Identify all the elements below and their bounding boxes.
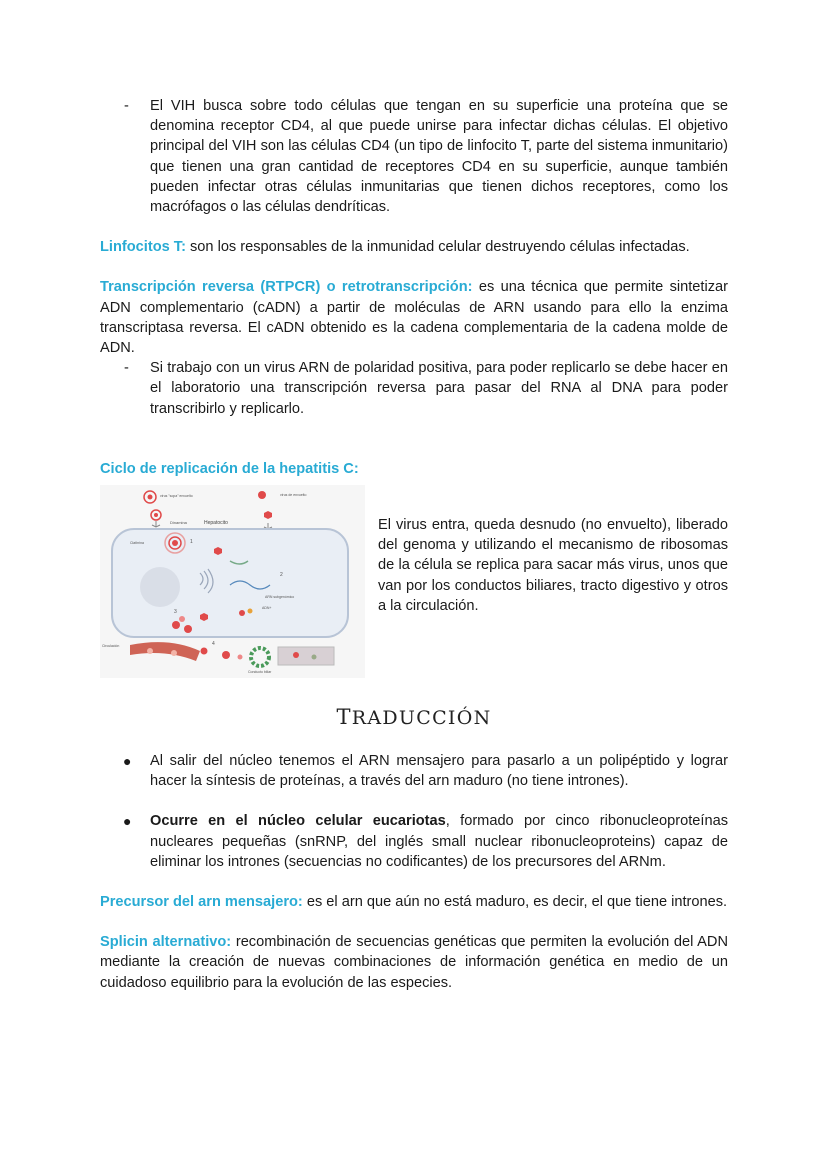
label-adn: ADN+: [262, 606, 272, 611]
traduccion-bullet-2-bold: Ocurre en el núcleo celular eucariotas: [150, 813, 446, 830]
splicin-paragraph: [100, 932, 728, 993]
label-step-2: 2: [280, 572, 283, 579]
traduccion-bullet-2-text: , formado por cinco ribonucleoproteínas nucleares pequeñas (snRNP, del inglés small nuclear ribonucleoproteins) capaz de eliminar los intrones (secuencias no codificantes) de los precursores del ARNm.: [150, 813, 728, 870]
label-arn: ARN subgenómico: [265, 595, 295, 600]
transcripcion-term: Transcripción reversa (RTPCR) o retrotranscripción:: [100, 279, 473, 296]
linfocitos-text: son los responsables de la inmunidad celular destruyendo células infectadas.: [185, 239, 690, 256]
document-page: [100, 96, 728, 993]
label-clathrin: Clathrina: [130, 541, 145, 546]
transcripcion-item-text: Si trabajo con un virus ARN de polaridad positiva, para poder replicarlo se debe hacer en el laboratorio una transcripción reversa para pasar del RNA al DNA para poder transcribirlo y replicarlo.: [150, 360, 728, 417]
nucleus-shape: [140, 567, 180, 607]
vih-item-text: El VIH busca sobre todo células que tengan en su superficie una proteína que se denomina receptor CD4, al que puede unirse para infectar dichas células. El objetivo principal del VIH son las células CD4 (un tipo de linfocito T, parte del sistema inmunitario) que tienen una gran cantidad de receptores CD4 en su superficie, aunque también pueden infectar otras células inmunitarias que tienen dichos receptores, como los macrófagos o las células dendríticas.: [150, 98, 728, 216]
vih-list-item: [100, 96, 728, 217]
dash-marker: -: [124, 360, 129, 377]
linfocitos-term: Linfocitos T:: [100, 239, 186, 256]
dash-marker: -: [124, 98, 129, 114]
label-step-3: 3: [174, 609, 177, 616]
naked-virus-icon: [258, 491, 266, 499]
traduccion-bullet-2: [100, 811, 728, 872]
label-virus-env: virus de envuelto: [280, 493, 307, 498]
traduccion-title-initial: T: [336, 705, 352, 730]
splicin-term: Splicin alternativo:: [100, 934, 232, 951]
label-step-1: 1: [190, 539, 193, 546]
label-step-4: 4: [212, 641, 215, 648]
transcripcion-list-item: [100, 358, 728, 419]
label-hepatocito: Hepatocito: [204, 520, 228, 527]
transcripcion-paragraph: [100, 277, 728, 358]
traduccion-title: [100, 705, 728, 729]
label-virus-naked: virus "sopa" envuelto: [160, 494, 193, 499]
label-circulacion: Circulación: [102, 644, 120, 649]
precursor-paragraph: [100, 892, 728, 912]
hepatitis-description: El virus entra, queda desnudo (no envuelto), liberado del genoma y utilizando el mecanismo de ribosomas de la célula se replica para sacar más virus, unos que van por los conductos biliares, tracto digestivo y otros a la circulación.: [378, 517, 728, 614]
precursor-text: es el arn que aún no está maduro, es decir, el que tiene intrones.: [302, 894, 728, 911]
hepatitis-diagram-svg: [100, 485, 365, 678]
label-dinamina: Dinamina: [170, 520, 187, 526]
traduccion-bullet-1: [100, 751, 728, 791]
hepatitis-figure-row: [100, 485, 728, 685]
linfocitos-paragraph: [100, 237, 728, 257]
hepatitis-heading: Ciclo de replicación de la hepatitis C:: [100, 460, 359, 477]
bullet-marker: ●: [123, 753, 132, 770]
tissue-panel: [278, 647, 334, 665]
label-conductos: Conducto biliar: [248, 670, 272, 675]
traduccion-title-rest: RADUCCIÓN: [351, 707, 492, 730]
hepatitis-diagram: [100, 485, 365, 678]
bullet-marker: ●: [123, 813, 132, 830]
precursor-term: Precursor del arn mensajero:: [100, 894, 303, 911]
transcripcion-text: es una técnica que permite sintetizar ADN complementario (cADN) a partir de moléculas de ARN usando para ello la enzima transcriptasa reversa. El cADN obtenido es la cadena complementaria de la cadena molde de ADN.: [100, 279, 728, 357]
splicin-text: recombinación de secuencias genéticas que permiten la evolución del ADN mediante la creación de nuevas combinaciones de información genética en medio de un cuidadoso equilibrio para la evolución de las especies.: [100, 934, 728, 991]
traduccion-bullet-1-text: Al salir del núcleo tenemos el ARN mensajero para pasarlo a un polipéptido y lograr hacer la síntesis de proteínas, a través del arn maduro (no tiene intrones).: [150, 753, 728, 790]
